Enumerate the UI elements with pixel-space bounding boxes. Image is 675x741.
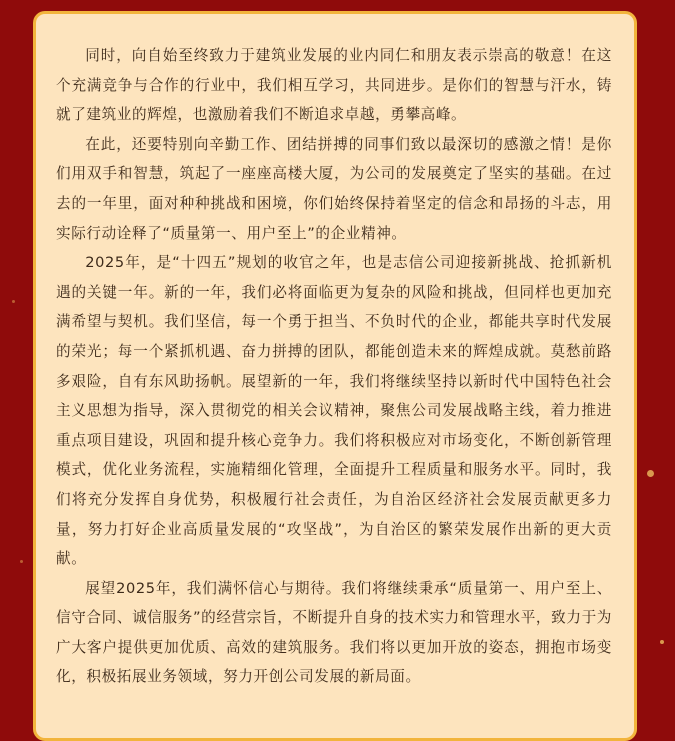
gold-sparkle (12, 300, 15, 303)
gold-sparkle (660, 640, 664, 644)
letter-paragraph: 在此，还要特别向辛勤工作、团结拼搏的同事们致以最深切的感激之情！是你们用双手和智慧，筑起了一座座高楼大厦，为公司的发展奠定了坚实的基础。在过去的一年里，面对种种挑战和困境，你们始终保持着坚定的信念和昂扬的斗志，用实际行动诠释了“质量第一、用户至上”的企业精神。 (56, 135, 612, 242)
letter-card (33, 11, 637, 741)
gold-sparkle (20, 560, 23, 563)
gold-sparkle (647, 470, 654, 477)
letter-paragraph: 同时，向自始至终致力于建筑业发展的业内同仁和朋友表示崇高的敬意！在这个充满竞争与合作的行业中，我们相互学习，共同进步。是你们的智慧与汗水，铸就了建筑业的辉煌，也激励着我们不断追求卓越，勇攀高峰。 (56, 47, 612, 124)
letter-paragraph: 2025年，是“十四五”规划的收官之年，也是志信公司迎接新挑战、抢抓新机遇的关键一年。新的一年，我们必将面临更为复杂的风险和挑战，但同样也更加充满希望与契机。我们坚信，每一个勇于担当、不负时代的企业，都能共享时代发展的荣光；每一个紧抓机遇、奋力拼搏的团队，都能创造未来的辉煌成就。莫愁前路多艰险，自有东风助扬帆。展望新的一年，我们将继续坚持以新时代中国特色社会主义思想为指导，深入贯彻党的相关会议精神，聚焦公司发展战略主线，着力推进重点项目建设，巩固和提升核心竞争力。我们将积极应对市场变化，不断创新管理模式，优化业务流程，实施精细化管理，全面提升工程质量和服务水平。同时，我们将充分发挥自身优势，积极履行社会责任，为自治区经济社会发展贡献更多力量，努力打好企业高质量发展的“攻坚战”，为自治区的繁荣发展作出新的更大贡献。 (56, 254, 612, 568)
letter-paragraph: 展望2025年，我们满怀信心与期待。我们将继续秉承“质量第一、用户至上、信守合同、诚信服务”的经营宗旨，不断提升自身的技术实力和管理水平，致力于为广大客户提供更加优质、高效的建筑服务。我们将以更加开放的姿态，拥抱市场变化，积极拓展业务领域，努力开创公司发展的新局面。 (56, 579, 612, 686)
